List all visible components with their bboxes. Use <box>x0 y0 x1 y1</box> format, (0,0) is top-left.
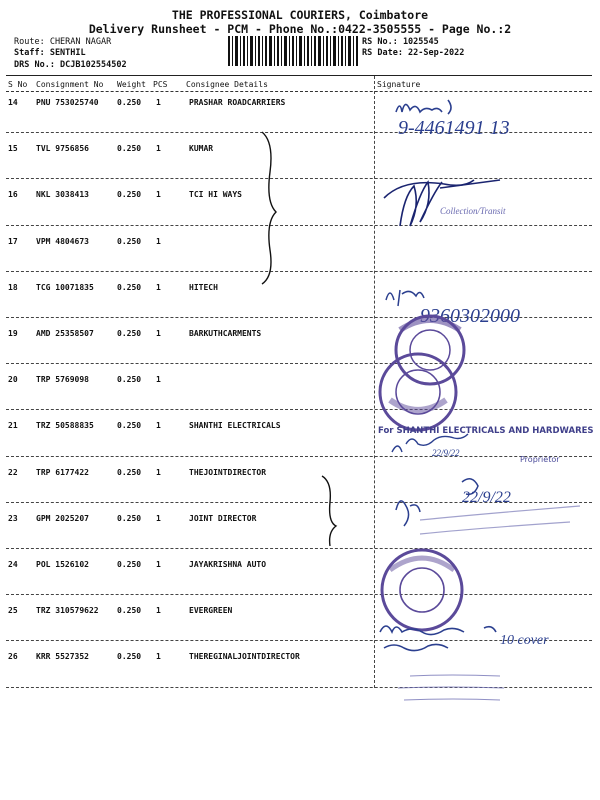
row-pcs: 1 <box>156 560 161 569</box>
row-sno: 16 <box>8 190 18 199</box>
row-consignee: SHANTHI ELECTRICALS <box>189 421 281 430</box>
col-header-signature: Signature <box>377 80 421 89</box>
row-consignment-no: TRZ 310579622 <box>36 606 99 615</box>
handwritten-note-row25: 10 cover <box>500 633 549 648</box>
row-weight: 0.250 <box>117 652 142 661</box>
auto-sales-seal-stamp <box>382 550 462 630</box>
row-sno: 24 <box>8 560 18 569</box>
handwritten-phone-row14: 9-4461491 13 <box>398 117 510 139</box>
row-consignment-no: GPM 2025207 <box>36 514 89 523</box>
row-pcs: 1 <box>156 375 161 384</box>
row-consignee: JOINT DIRECTOR <box>189 514 257 523</box>
svg-text:Collection/Transit: Collection/Transit <box>440 206 506 216</box>
row-pcs: 1 <box>156 237 161 246</box>
row-weight: 0.250 <box>117 283 142 292</box>
row-weight: 0.250 <box>117 468 142 477</box>
row-pcs: 1 <box>156 421 161 430</box>
col-header-consignment: Consignment No <box>36 80 104 89</box>
row-consignee: PRASHAR ROADCARRIERS <box>189 98 286 107</box>
handwritten-signature-row16 <box>384 180 500 226</box>
company-seal-stamp <box>380 316 464 430</box>
row-consignee: EVERGREEN <box>189 606 233 615</box>
row-sno: 21 <box>8 421 18 430</box>
handwritten-signature-row25 <box>380 626 496 651</box>
row-consignee: KUMAR <box>189 144 214 153</box>
handwritten-signature-row14 <box>396 100 451 114</box>
runsheet-title: Delivery Runsheet - PCM - Phone No.:0422-3505555 - Page No.:2 <box>88 22 512 36</box>
row-pcs: 1 <box>156 652 161 661</box>
rs-number: RS No.: 1025545 <box>362 37 439 47</box>
row-weight: 0.250 <box>117 375 142 384</box>
row-sno: 25 <box>8 606 18 615</box>
row-weight: 0.250 <box>117 329 142 338</box>
row-consignment-no: NKL 3038413 <box>36 190 89 199</box>
shanthi-stamp-proprietor: Proprietor <box>520 455 560 464</box>
row-consignment-no: PNU 753025740 <box>36 98 99 107</box>
row-consignment-no: TRZ 50588835 <box>36 421 94 430</box>
handwritten-signature-row18 <box>386 290 424 306</box>
row-consignee: THEJOINTDIRECTOR <box>189 468 267 477</box>
shanthi-stamp-date: 22/9/22 <box>432 448 460 458</box>
row-pcs: 1 <box>156 468 161 477</box>
row-sno: 18 <box>8 283 18 292</box>
row-consignment-no: TVL 9756856 <box>36 144 89 153</box>
row-consignee: HITECH <box>189 283 218 292</box>
col-header-sno: S No <box>8 80 28 89</box>
row-weight: 0.250 <box>117 144 142 153</box>
row-weight: 0.250 <box>117 421 142 430</box>
row-pcs: 1 <box>156 283 161 292</box>
row-weight: 0.250 <box>117 606 142 615</box>
row-sno: 26 <box>8 652 18 661</box>
row-consignment-no: TRP 5769098 <box>36 375 89 384</box>
row-sno: 14 <box>8 98 18 107</box>
row-consignment-no: TCG 10071835 <box>36 283 94 292</box>
col-header-pcs: PCS <box>153 80 168 89</box>
shanthi-stamp-text: For SHANTHI ELECTRICALS AND HARDWARES <box>378 426 594 436</box>
row-pcs: 1 <box>156 144 161 153</box>
row-sno: 23 <box>8 514 18 523</box>
row-pcs: 1 <box>156 329 161 338</box>
row-weight: 0.250 <box>117 514 142 523</box>
row-sno: 19 <box>8 329 18 338</box>
row-consignment-no: TRP 6177422 <box>36 468 89 477</box>
row-weight: 0.250 <box>117 237 142 246</box>
row-sno: 20 <box>8 375 18 384</box>
row-pcs: 1 <box>156 514 161 523</box>
row-consignee: JAYAKRISHNA AUTO <box>189 560 267 569</box>
company-title: THE PROFESSIONAL COURIERS, Coimbatore <box>171 8 429 22</box>
row-consignment-no: KRR 5527352 <box>36 652 89 661</box>
col-header-weight: Weight <box>117 80 146 89</box>
bracket-rows-15-17 <box>262 132 276 284</box>
rs-date: RS Date: 22-Sep-2022 <box>362 48 465 58</box>
row-sno: 17 <box>8 237 18 246</box>
col-header-consignee: Consignee Details <box>186 80 268 89</box>
route-label: Route: CHERAN NAGAR <box>14 37 112 47</box>
row-consignment-no: VPM 4804673 <box>36 237 89 246</box>
row-consignee: TCI HI WAYS <box>189 190 242 199</box>
handwritten-date-row22: 22/9/22 <box>462 489 511 506</box>
row-consignment-no: POL 1526102 <box>36 560 89 569</box>
row-consignment-no: AMD 25358507 <box>36 329 94 338</box>
row-weight: 0.250 <box>117 190 142 199</box>
row-pcs: 1 <box>156 606 161 615</box>
row-sno: 15 <box>8 144 18 153</box>
bracket-rows-22-23 <box>322 476 336 546</box>
row-sno: 22 <box>8 468 18 477</box>
drs-label: DRS No.: DCJB102554502 <box>14 60 127 70</box>
row-consignee: THEREGINALJOINTDIRECTOR <box>189 652 300 661</box>
row-weight: 0.250 <box>117 560 142 569</box>
row-consignee: BARKUTHCARMENTS <box>189 329 262 338</box>
rectangular-stamp-row23 <box>420 506 580 534</box>
row-pcs: 1 <box>156 98 161 107</box>
tamil-office-stamp <box>398 675 504 700</box>
row-weight: 0.250 <box>117 98 142 107</box>
handwritten-phone-row18: 9360302000 <box>420 305 520 327</box>
row-pcs: 1 <box>156 190 161 199</box>
staff-label: Staff: SENTHIL <box>14 48 86 58</box>
